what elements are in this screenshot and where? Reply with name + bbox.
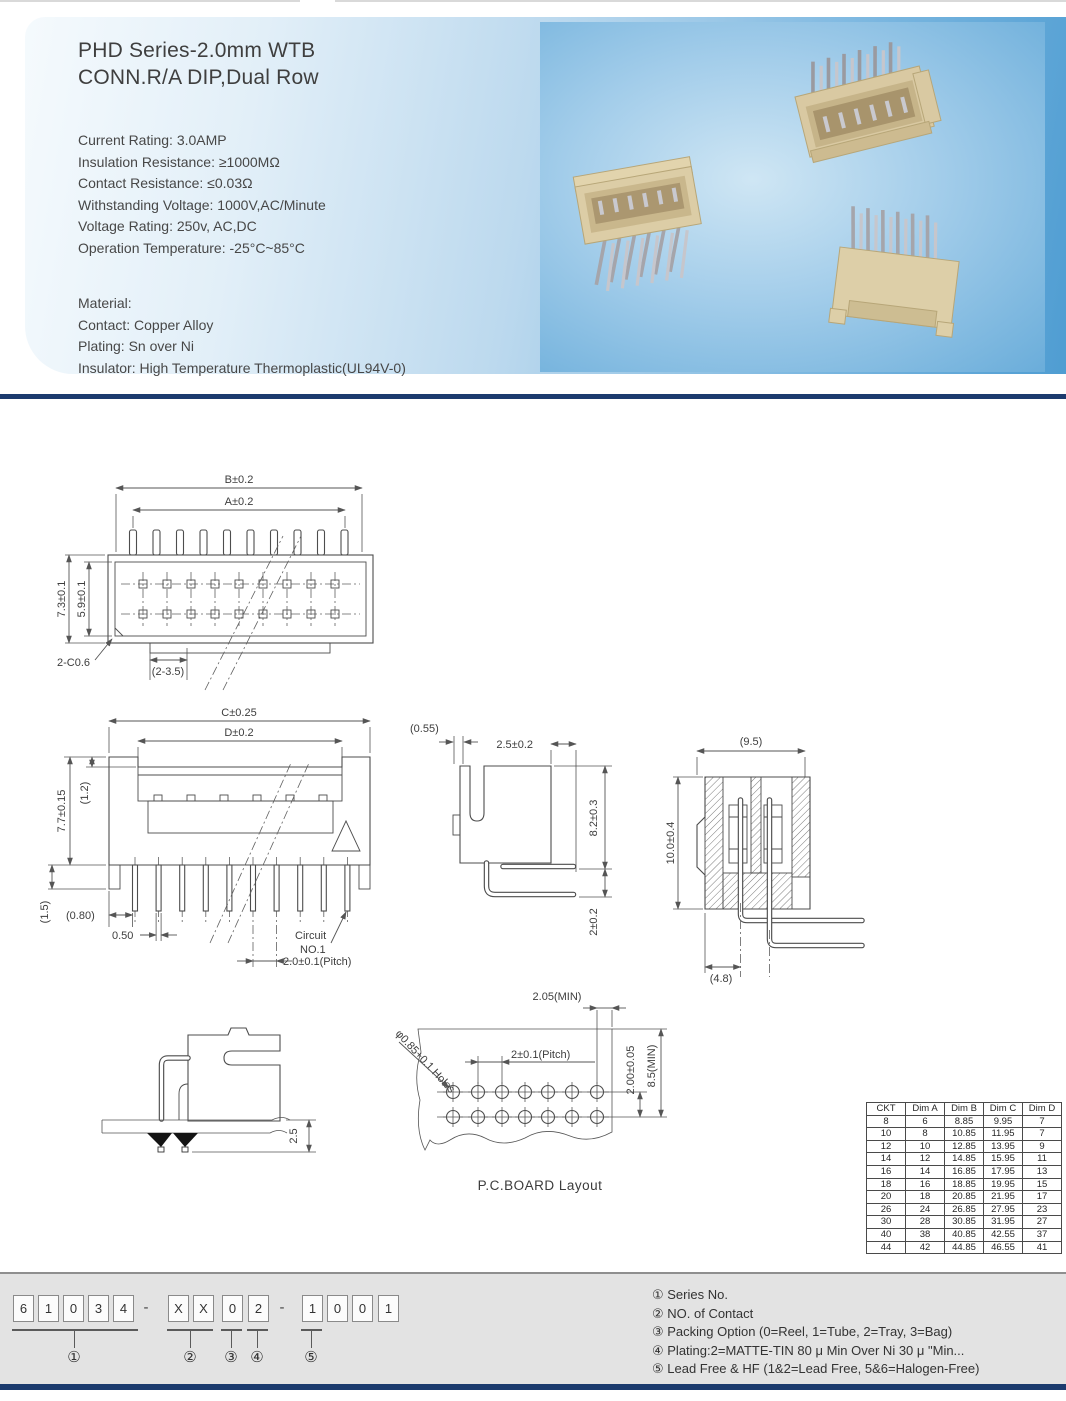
part-number-box: 0 xyxy=(352,1295,373,1322)
table-cell-dim-b: 8.85 xyxy=(945,1115,984,1128)
table-header-cell: Dim A xyxy=(906,1103,945,1116)
table-row xyxy=(867,1140,1062,1153)
table-cell-ckt: 26 xyxy=(867,1203,906,1216)
spec-list xyxy=(78,130,326,259)
spec-line: Current Rating: 3.0AMP xyxy=(78,132,227,148)
spec-line: Contact Resistance: ≤0.03Ω xyxy=(78,175,253,191)
table-cell-dim-a: 10 xyxy=(906,1140,945,1153)
top-view-drawing xyxy=(55,458,395,698)
dim-label: 2±0.1(Pitch) xyxy=(511,1049,571,1061)
table-cell-dim-b: 40.85 xyxy=(945,1228,984,1241)
table-cell-dim-b: 20.85 xyxy=(945,1191,984,1204)
marker-leader xyxy=(257,1331,258,1348)
circled-marker-2: ② xyxy=(183,1349,197,1366)
circled-marker-3: ③ xyxy=(224,1349,238,1366)
section-divider xyxy=(0,394,1066,399)
marker-leader xyxy=(190,1331,191,1348)
dimension-table xyxy=(866,1102,1062,1254)
table-cell-dim-c: 46.55 xyxy=(984,1241,1023,1254)
page-title xyxy=(78,37,319,91)
marker-leader xyxy=(74,1331,75,1348)
table-cell-dim-b: 12.85 xyxy=(945,1140,984,1153)
table-cell-dim-b: 44.85 xyxy=(945,1241,984,1254)
table-cell-dim-a: 12 xyxy=(906,1153,945,1166)
part-number-box: 2 xyxy=(248,1295,269,1322)
material-list xyxy=(78,315,406,380)
holes-note: φ0.85+0.1 Holes xyxy=(392,1027,458,1096)
table-cell-dim-a: 14 xyxy=(906,1165,945,1178)
top-strip-right xyxy=(335,0,1066,2)
table-cell-dim-d: 9 xyxy=(1023,1140,1062,1153)
material-block xyxy=(78,293,406,379)
mounted-view-drawing xyxy=(90,1003,400,1163)
dim-label: C±0.25 xyxy=(221,707,257,719)
dim-label: D±0.2 xyxy=(224,727,254,739)
table-cell-dim-a: 18 xyxy=(906,1191,945,1204)
part-number-box: 0 xyxy=(327,1295,348,1322)
spec-line: Withstanding Voltage: 1000V,AC/Minute xyxy=(78,196,326,213)
material-line: Insulator: High Temperature Thermoplastic(UL94V-0) xyxy=(78,359,406,376)
table-cell-dim-d: 37 xyxy=(1023,1228,1062,1241)
group-underline xyxy=(12,1329,138,1331)
table-row xyxy=(867,1115,1062,1128)
table-cell-ckt: 16 xyxy=(867,1165,906,1178)
side-view-drawing xyxy=(408,700,663,965)
circled-marker-1: ① xyxy=(67,1349,81,1366)
table-cell-dim-d: 7 xyxy=(1023,1128,1062,1141)
table-cell-dim-a: 28 xyxy=(906,1216,945,1229)
table-header-cell: Dim C xyxy=(984,1103,1023,1116)
table-cell-dim-a: 16 xyxy=(906,1178,945,1191)
table-cell-dim-d: 27 xyxy=(1023,1216,1062,1229)
dim-label: 5.9±0.1 xyxy=(76,580,88,618)
part-number-dash: - xyxy=(279,1299,285,1316)
section-view-drawing xyxy=(665,705,945,990)
dim-label: 2.05(MIN) xyxy=(532,991,582,1003)
part-number-box: 0 xyxy=(222,1295,243,1322)
table-cell-dim-c: 9.95 xyxy=(984,1115,1023,1128)
table-cell-dim-d: 11 xyxy=(1023,1153,1062,1166)
table-cell-dim-c: 42.55 xyxy=(984,1228,1023,1241)
ordering-panel xyxy=(0,1272,1066,1386)
table-cell-dim-d: 17 xyxy=(1023,1191,1062,1204)
pcb-layout-caption: P.C.BOARD Layout xyxy=(477,1178,603,1193)
product-photo xyxy=(540,22,1045,372)
part-number-box: X xyxy=(168,1295,189,1322)
table-cell-dim-d: 7 xyxy=(1023,1115,1062,1128)
dim-label: (0.80) xyxy=(66,910,95,922)
title-line-1: PHD Series-2.0mm WTB xyxy=(78,39,316,62)
table-cell-dim-b: 26.85 xyxy=(945,1203,984,1216)
table-cell-ckt: 10 xyxy=(867,1128,906,1141)
table-cell-dim-c: 11.95 xyxy=(984,1128,1023,1141)
table-cell-dim-b: 18.85 xyxy=(945,1178,984,1191)
table-cell-dim-d: 15 xyxy=(1023,1178,1062,1191)
part-number-dash: - xyxy=(143,1299,149,1316)
part-number-box: X xyxy=(193,1295,214,1322)
legend-line: ② NO. of Contact xyxy=(652,1305,754,1321)
spec-line: Insulation Resistance: ≥1000MΩ xyxy=(78,153,280,170)
table-cell-dim-d: 41 xyxy=(1023,1241,1062,1254)
spec-line: Voltage Rating: 250v, AC,DC xyxy=(78,218,257,234)
table-cell-dim-b: 14.85 xyxy=(945,1153,984,1166)
dim-label: 8.5(MIN) xyxy=(646,1044,658,1088)
dim-label: 0.50 xyxy=(112,930,134,942)
table-cell-dim-b: 16.85 xyxy=(945,1165,984,1178)
circled-marker-5: ⑤ xyxy=(304,1349,318,1366)
table-row xyxy=(867,1178,1062,1191)
table-cell-dim-a: 6 xyxy=(906,1115,945,1128)
dim-label: 2.0±0.1(Pitch) xyxy=(283,956,352,968)
dim-label: (4.8) xyxy=(709,973,733,985)
table-cell-dim-c: 13.95 xyxy=(984,1140,1023,1153)
table-cell-dim-c: 31.95 xyxy=(984,1216,1023,1229)
table-cell-ckt: 12 xyxy=(867,1140,906,1153)
dim-label: (2-3.5) xyxy=(151,666,185,678)
table-header-row xyxy=(867,1103,1062,1116)
dim-label: 7.7±0.15 xyxy=(56,789,68,833)
legend-line: ③ Packing Option (0=Reel, 1=Tube, 2=Tray, 3=Bag) xyxy=(652,1324,953,1340)
dim-label: (1.2) xyxy=(79,781,91,805)
table-header-cell: CKT xyxy=(867,1103,906,1116)
table-cell-ckt: 14 xyxy=(867,1153,906,1166)
dim-label: (0.55) xyxy=(410,723,439,735)
dim-label: (1.5) xyxy=(39,900,51,924)
ordering-legend xyxy=(652,1286,979,1379)
table-cell-dim-d: 23 xyxy=(1023,1203,1062,1216)
marker-leader xyxy=(311,1331,312,1348)
dim-label: 2.00±0.05 xyxy=(625,1045,637,1095)
material-line: Contact: Copper Alloy xyxy=(78,316,214,333)
table-header-cell: Dim D xyxy=(1023,1103,1062,1116)
legend-line: ⑤ Lead Free & HF (1&2=Lead Free, 5&6=Halogen-Free) xyxy=(652,1361,980,1377)
part-number-box: 1 xyxy=(38,1295,59,1322)
part-number-box: 6 xyxy=(13,1295,34,1322)
table-cell-ckt: 30 xyxy=(867,1216,906,1229)
table-cell-ckt: 8 xyxy=(867,1115,906,1128)
table-row xyxy=(867,1128,1062,1141)
legend-line: ④ Plating:2=MATTE-TIN 80 μ Min Over Ni 30 μ "Min... xyxy=(652,1342,965,1358)
chamfer-note: 2-C0.6 xyxy=(57,657,91,669)
part-number-box: 4 xyxy=(113,1295,134,1322)
table-cell-dim-a: 38 xyxy=(906,1228,945,1241)
material-heading: Material: xyxy=(78,295,132,311)
part-number-box: 1 xyxy=(378,1295,399,1322)
bottom-divider xyxy=(0,1384,1066,1390)
dim-label: (9.5) xyxy=(739,736,763,748)
connector-photo-art xyxy=(540,22,1045,372)
table-cell-ckt: 40 xyxy=(867,1228,906,1241)
table-row xyxy=(867,1216,1062,1229)
table-cell-dim-c: 17.95 xyxy=(984,1165,1023,1178)
dim-label: 8.2±0.3 xyxy=(588,799,600,837)
part-number-box: 3 xyxy=(88,1295,109,1322)
table-cell-dim-a: 42 xyxy=(906,1241,945,1254)
table-cell-dim-b: 30.85 xyxy=(945,1216,984,1229)
front-view-drawing xyxy=(28,705,433,980)
table-cell-ckt: 20 xyxy=(867,1191,906,1204)
table-cell-dim-a: 8 xyxy=(906,1128,945,1141)
header-panel xyxy=(25,17,1066,374)
spec-line: Operation Temperature: -25°C~85°C xyxy=(78,239,305,256)
top-strip-left xyxy=(0,0,300,2)
table-cell-ckt: 44 xyxy=(867,1241,906,1254)
table-cell-ckt: 18 xyxy=(867,1178,906,1191)
table-row xyxy=(867,1191,1062,1204)
table-row xyxy=(867,1203,1062,1216)
dim-label: B±0.2 xyxy=(224,474,254,486)
table-cell-dim-c: 15.95 xyxy=(984,1153,1023,1166)
circuit-note-line1: Circuit xyxy=(295,930,327,942)
table-row xyxy=(867,1165,1062,1178)
dim-label: 2±0.2 xyxy=(588,908,600,936)
circuit-note-line2: NO.1 xyxy=(300,944,326,956)
table-header-cell: Dim B xyxy=(945,1103,984,1116)
table-cell-dim-b: 10.85 xyxy=(945,1128,984,1141)
dim-label: A±0.2 xyxy=(224,496,254,508)
dim-label: 2.5 xyxy=(288,1128,300,1144)
table-cell-dim-c: 21.95 xyxy=(984,1191,1023,1204)
marker-leader xyxy=(231,1331,232,1348)
part-number-box: 1 xyxy=(302,1295,323,1322)
table-cell-dim-c: 19.95 xyxy=(984,1178,1023,1191)
table-row xyxy=(867,1241,1062,1254)
table-cell-dim-d: 13 xyxy=(1023,1165,1062,1178)
table-row xyxy=(867,1153,1062,1166)
table-cell-dim-a: 24 xyxy=(906,1203,945,1216)
part-number-box: 0 xyxy=(63,1295,84,1322)
title-line-2: CONN.R/A DIP,Dual Row xyxy=(78,66,319,89)
pcb-layout-drawing xyxy=(385,982,695,1197)
table-row xyxy=(867,1228,1062,1241)
dim-label: 2.5±0.2 xyxy=(496,739,533,751)
table-cell-dim-c: 27.95 xyxy=(984,1203,1023,1216)
circled-marker-4: ④ xyxy=(250,1349,264,1366)
dim-label: 7.3±0.1 xyxy=(56,580,68,618)
legend-line: ① Series No. xyxy=(652,1287,728,1302)
dim-label: 10.0±0.4 xyxy=(665,821,677,865)
material-line: Plating: Sn over Ni xyxy=(78,338,194,354)
